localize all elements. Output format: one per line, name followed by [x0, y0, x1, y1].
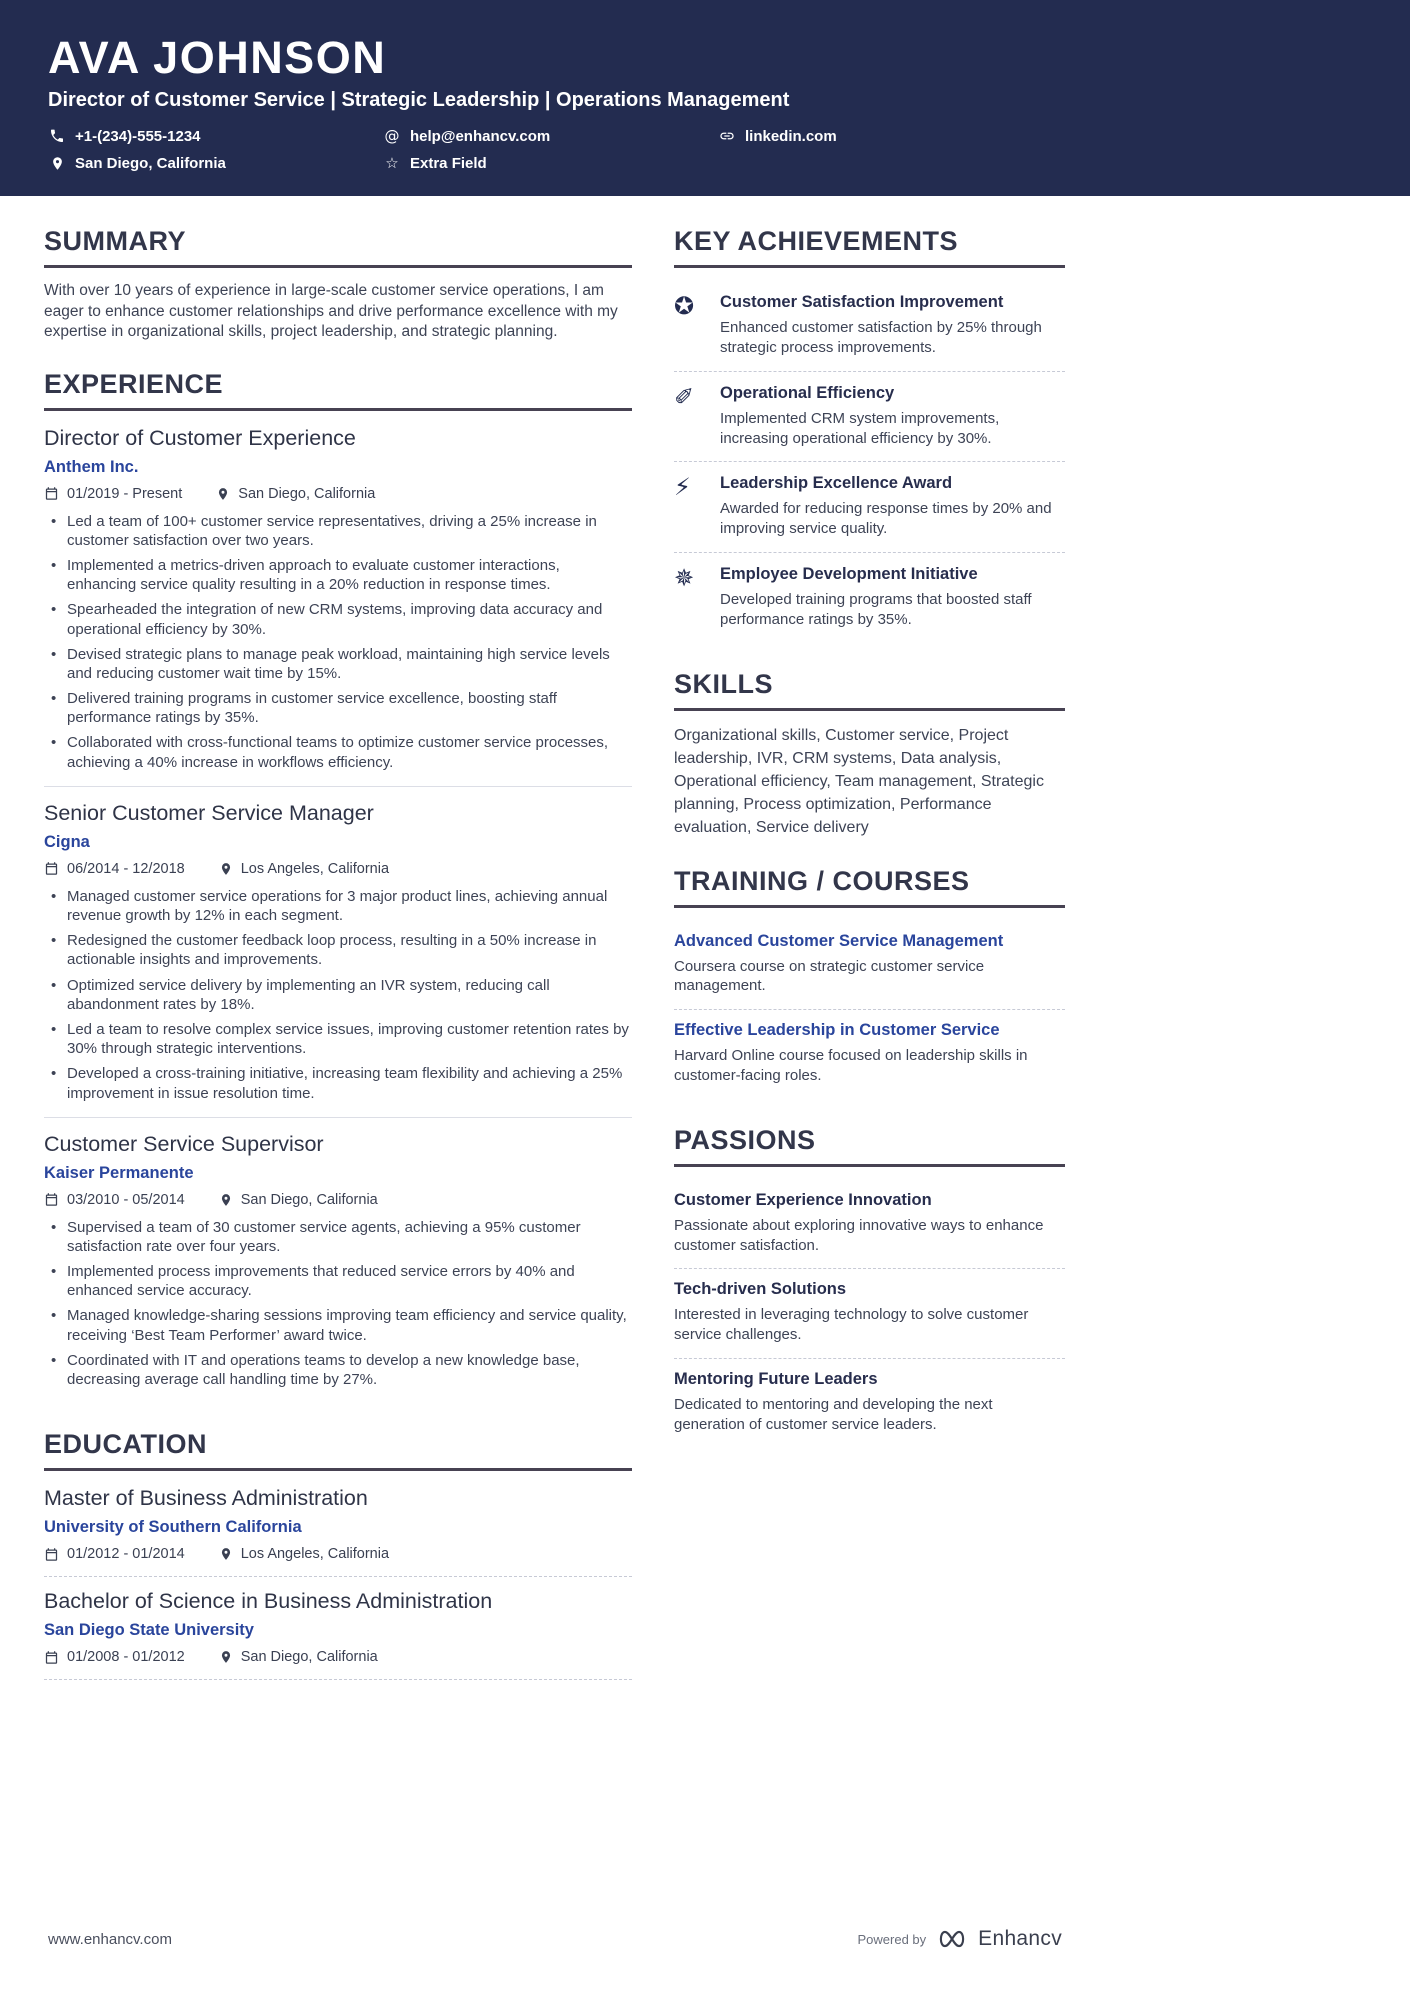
degree-meta: [44, 1546, 632, 1562]
job-dates-text: 01/2019 - Present: [67, 485, 183, 502]
job-meta: [44, 1192, 632, 1208]
achievement-body: [720, 293, 1065, 358]
achievement-title: Operational Efficiency: [720, 383, 895, 402]
passions-section: [674, 1125, 1065, 1448]
passion-text: Passionate about exploring innovative ways to enhance customer satisfaction.: [674, 1216, 1044, 1254]
achievement-text: Implemented CRM system improvements, increasing operational efficiency by 30%.: [720, 409, 1000, 447]
school-name: San Diego State University: [44, 1621, 254, 1640]
degree-location: [219, 1546, 389, 1562]
job-bullets: [44, 887, 632, 1103]
job-bullet: • Delivered training programs in customer service excellence, boosting staff performance ratings by 35%.: [44, 689, 632, 727]
calendar-icon: [44, 1192, 59, 1207]
achievement-text: Enhanced customer satisfaction by 25% through strategic process improvements.: [720, 319, 1042, 357]
brand-name: Enhancv: [978, 1927, 1062, 1950]
achievement-body: [720, 565, 1065, 630]
course-title: Effective Leadership in Customer Service: [674, 1021, 1000, 1040]
phone-contact[interactable]: [48, 127, 383, 145]
course-item: [674, 1010, 1065, 1099]
achievement-text: Awarded for reducing response times by 20% and improving service quality.: [720, 500, 1052, 538]
enhancv-logo-icon: [936, 1928, 968, 1950]
location-pin-icon: [219, 862, 233, 876]
job-dates: [44, 861, 185, 877]
location-pin-icon: [48, 156, 66, 171]
job-bullet: • Spearheaded the integration of new CRM systems, improving data accuracy and operational efficiency by 30%.: [44, 600, 632, 638]
job-location: [219, 1192, 378, 1208]
achievement-item: [674, 281, 1065, 372]
achievements-section: [674, 226, 1065, 642]
passion-title: Mentoring Future Leaders: [674, 1369, 878, 1388]
education-section: [44, 1429, 632, 1680]
location-pin-icon: [216, 487, 230, 501]
job-bullets: [44, 512, 632, 772]
education-heading: EDUCATION: [44, 1429, 632, 1471]
link-contact[interactable]: [718, 127, 1362, 145]
degree-location-text: San Diego, California: [240, 1649, 378, 1666]
degree-dates: [44, 1649, 185, 1665]
job-bullet: • Managed knowledge-sharing sessions improving team efficiency and service quality, receiving ‘Best Team Performer’ award twice.: [44, 1306, 632, 1344]
summary-text: With over 10 years of experience in large-scale customer service operations, I am eager to enhance customer relationships and drive performance excellence with my expertise in organizational skills, project leadership, and strategic planning.: [44, 282, 618, 341]
job-bullets: [44, 1218, 632, 1390]
calendar-icon: [44, 1547, 59, 1562]
calendar-icon: [44, 486, 59, 501]
job-dates-text: 06/2014 - 12/2018: [67, 860, 185, 877]
achievement-item: [674, 553, 1065, 643]
skills-heading: SKILLS: [674, 669, 1065, 711]
achievement-item: [674, 462, 1065, 553]
wand-icon: [674, 384, 704, 449]
passion-text: Interested in leveraging technology to solve customer service challenges.: [674, 1306, 1029, 1344]
achievement-title: Leadership Excellence Award: [720, 474, 953, 493]
candidate-name: AVA JOHNSON: [48, 32, 387, 83]
star-icon: ☆: [385, 154, 399, 173]
passion-title: Customer Experience Innovation: [674, 1190, 932, 1209]
experience-section: [44, 369, 632, 1404]
left-column: [44, 226, 632, 1706]
job-bullet: • Led a team to resolve complex service issues, improving customer retention rates by 30% through strategic interventions.: [44, 1020, 632, 1058]
company-name: Anthem Inc.: [44, 457, 139, 476]
experience-heading: EXPERIENCE: [44, 369, 632, 411]
job-meta: [44, 861, 632, 877]
achievement-title: Employee Development Initiative: [720, 565, 978, 584]
course-title: Advanced Customer Service Management: [674, 931, 1004, 950]
passion-list: [674, 1180, 1065, 1448]
job-entry: [44, 424, 632, 786]
candidate-headline: Director of Customer Service | Strategic Leadership | Operations Management: [48, 89, 790, 112]
degree-dates-text: 01/2012 - 01/2014: [67, 1546, 185, 1563]
email-contact[interactable]: [383, 127, 718, 145]
degree-title: Master of Business Administration: [44, 1486, 368, 1511]
footer-site-link[interactable]: www.enhancv.com: [48, 1930, 172, 1948]
passion-title: Tech-driven Solutions: [674, 1280, 847, 1299]
calendar-icon: [44, 1650, 59, 1665]
location-pin-icon: [219, 1547, 233, 1561]
degree-dates: [44, 1546, 185, 1562]
job-title: Senior Customer Service Manager: [44, 800, 374, 825]
achievement-text: Developed training programs that boosted staff performance ratings by 35%.: [720, 591, 1032, 628]
job-location: [219, 861, 389, 877]
link-url: linkedin.com: [745, 127, 837, 145]
passions-heading: PASSIONS: [674, 1125, 1065, 1167]
job-entry: [44, 1117, 632, 1404]
job-entry: [44, 786, 632, 1117]
contact-info: [48, 127, 1362, 172]
course-text: Coursera course on strategic customer service management.: [674, 957, 985, 995]
location-text: San Diego, California: [75, 154, 226, 172]
page-footer: [48, 1927, 1062, 1951]
passion-text: Dedicated to mentoring and developing the next generation of customer service leaders.: [674, 1395, 993, 1433]
person-star-icon: [674, 565, 704, 630]
right-column: [674, 226, 1065, 1706]
medal-icon: [674, 293, 704, 358]
achievement-item: [674, 372, 1065, 463]
summary-section: [44, 226, 632, 342]
course-item: [674, 921, 1065, 1011]
job-dates: [44, 1192, 185, 1208]
resume-header: [0, 0, 1410, 196]
job-bullet: • Coordinated with IT and operations teams to develop a new knowledge base, decreasing average call handling time by 27%.: [44, 1351, 632, 1389]
phone-icon: [48, 128, 66, 144]
skills-section: [674, 669, 1065, 840]
job-title: Director of Customer Experience: [44, 425, 356, 450]
job-bullet: • Optimized service delivery by implementing an IVR system, reducing call abandonment rates by 18%.: [44, 976, 632, 1014]
at-icon: @: [384, 127, 400, 146]
job-title: Customer Service Supervisor: [44, 1131, 324, 1156]
job-dates: [44, 486, 182, 502]
job-bullet: • Collaborated with cross-functional teams to optimize customer service processes, achieving a 40% increase in workflows efficiency.: [44, 733, 632, 771]
job-bullet: • Redesigned the customer feedback loop process, resulting in a 50% increase in actionable insights and improvements.: [44, 931, 632, 969]
extra-field-text: Extra Field: [410, 154, 487, 172]
job-bullet: • Devised strategic plans to manage peak workload, maintaining high service levels and reducing customer wait time by 15%.: [44, 645, 632, 683]
school-name: University of Southern California: [44, 1518, 302, 1537]
degree-location-text: Los Angeles, California: [240, 1546, 390, 1563]
achievement-body: [720, 384, 1065, 449]
degree-entry: [44, 1577, 632, 1680]
achievements-heading: KEY ACHIEVEMENTS: [674, 226, 1065, 268]
job-bullet: • Implemented a metrics-driven approach to evaluate customer interactions, enhancing service quality resulting in a 20% reduction in response times.: [44, 556, 632, 594]
passion-item: [674, 1269, 1065, 1359]
job-bullet: • Managed customer service operations for 3 major product lines, achieving annual revenue growth by 12% in each segment.: [44, 887, 632, 925]
skills-list-text: Organizational skills, Customer service, Project leadership, IVR, CRM systems, Data analysis, Operational efficiency, Team management, Strategic planning, Process optimization, Performance evaluation, Service delivery: [674, 726, 1044, 837]
job-location-text: San Diego, California: [238, 485, 376, 502]
job-bullet: • Supervised a team of 30 customer service agents, achieving a 95% customer satisfaction rate over four years.: [44, 1218, 632, 1256]
location-pin-icon: [219, 1650, 233, 1664]
passion-item: [674, 1359, 1065, 1448]
degree-location: [219, 1649, 378, 1665]
resume-body: [0, 196, 1410, 1706]
training-heading: TRAINING / COURSES: [674, 866, 1065, 908]
job-dates-text: 03/2010 - 05/2014: [67, 1191, 185, 1208]
job-bullet: • Implemented process improvements that reduced service errors by 40% and enhanced service accuracy.: [44, 1262, 632, 1300]
course-list: [674, 921, 1065, 1099]
achievement-body: [720, 474, 1065, 539]
extra-field-contact: [383, 154, 718, 172]
location-pin-icon: [219, 1193, 233, 1207]
company-name: Cigna: [44, 832, 90, 851]
achievements-list: [674, 281, 1065, 642]
job-meta: [44, 486, 632, 502]
degree-meta: [44, 1649, 632, 1665]
phone-number: +1-(234)-555-1234: [75, 127, 201, 145]
job-bullet: • Led a team of 100+ customer service representatives, driving a 25% increase in customer satisfaction over two years.: [44, 512, 632, 550]
degree-entry: [44, 1484, 632, 1577]
job-location-text: San Diego, California: [240, 1191, 378, 1208]
link-icon: [718, 128, 736, 144]
bolt-icon: [674, 474, 704, 539]
degree-title: Bachelor of Science in Business Administration: [44, 1589, 493, 1614]
location-contact: [48, 154, 383, 172]
passion-item: [674, 1180, 1065, 1270]
powered-by-label: Powered by: [857, 1931, 927, 1947]
job-location-text: Los Angeles, California: [240, 860, 390, 877]
job-bullet: • Developed a cross-training initiative, increasing team flexibility and achieving a 25% improvement in issue resolution time.: [44, 1064, 632, 1102]
summary-heading: SUMMARY: [44, 226, 632, 268]
job-location: [216, 486, 375, 502]
achievement-title: Customer Satisfaction Improvement: [720, 293, 1004, 312]
company-name: Kaiser Permanente: [44, 1163, 194, 1182]
course-text: Harvard Online course focused on leadership skills in customer-facing roles.: [674, 1047, 1028, 1084]
training-section: [674, 866, 1065, 1099]
calendar-icon: [44, 861, 59, 876]
powered-by: [858, 1927, 1062, 1951]
degree-dates-text: 01/2008 - 01/2012: [67, 1649, 185, 1666]
email-address: help@enhancv.com: [410, 127, 551, 145]
